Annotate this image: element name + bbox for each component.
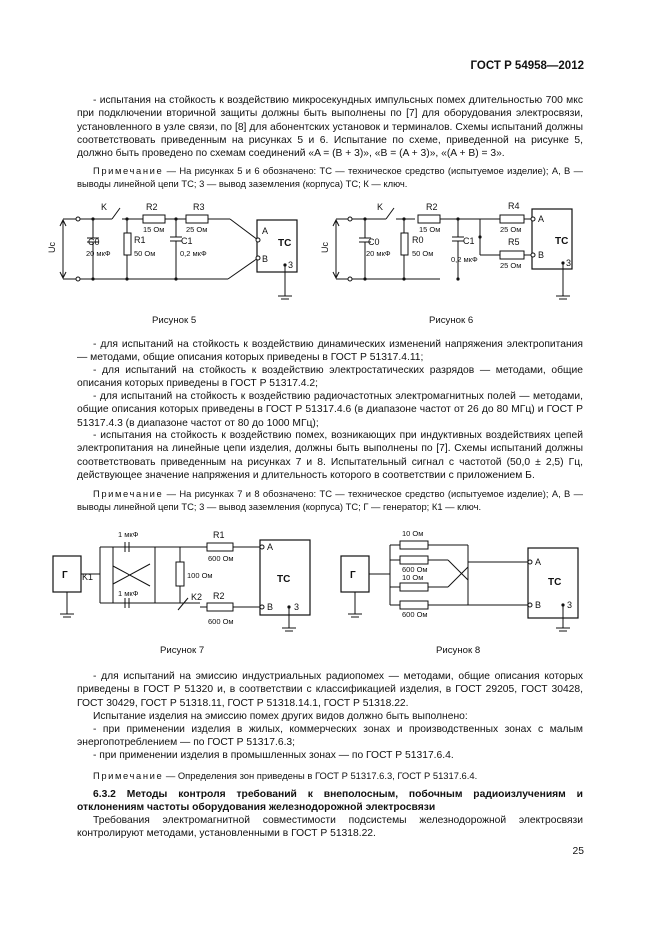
svg-text:600 Ом: 600 Ом: [208, 617, 234, 626]
svg-text:R1: R1: [134, 235, 146, 245]
svg-text:15 Ом: 15 Ом: [143, 225, 165, 234]
svg-text:R2: R2: [426, 202, 438, 212]
svg-text:R0: R0: [412, 235, 424, 245]
paragraph-esd: - для испытаний на стойкость к воздействию электростатических разрядов — методами, общие описания которых приведены в ГОСТ Р 51317.4.2;: [77, 365, 583, 390]
note-label: Примечание: [93, 165, 164, 176]
svg-text:A: A: [262, 226, 269, 236]
svg-text:20 мкФ: 20 мкФ: [86, 249, 111, 258]
svg-text:B: B: [535, 600, 542, 610]
svg-text:A: A: [267, 542, 274, 552]
svg-text:A: A: [538, 214, 545, 224]
svg-text:20 мкФ: 20 мкФ: [366, 249, 391, 258]
paragraph-voltage-dips: - для испытаний на стойкость к воздействию динамических изменений напряжения электропитания — методами, общие описания которых приведены в ГОСТ Р 51317.4.11;: [77, 339, 583, 364]
svg-text:C1: C1: [463, 236, 475, 246]
paragraph-industrial: - при применении изделия в промышленных зонах — по ГОСТ Р 51317.6.4.: [93, 750, 454, 761]
svg-text:R4: R4: [508, 201, 520, 211]
svg-text:TC: TC: [278, 238, 292, 249]
paragraph-rf-fields: - для испытаний на стойкость к воздействию радиочастотных электромагнитных полей — методами, общие описания которых приведены в ГОСТ Р 51317.4.6 (в диапазоне частот от 26 до 80 МГц) и ГОСТ Р 51317.4.3 (в диапазоне частот от 80 до 1000 МГц);: [77, 391, 583, 429]
figure-7-caption: Рисунок 7: [160, 645, 205, 656]
svg-text:K: K: [101, 202, 108, 212]
svg-text:C0: C0: [88, 237, 100, 247]
svg-text:3: 3: [288, 260, 294, 270]
paragraph-inductive: - испытания на стойкость к воздействию помех, возникающих при индуктивных воздействиях цепей электропитания на линейные цепи изделия, должны быть выполнены по [7]. Схемы испытаний должны соответствовать приведенным на рисунках 7 и 8. Испытательный сигнал с частотой (50,0 ± 2,5) Гц, действующее значение напряжения и длительность которого в соответствии с приложением Б.: [77, 430, 583, 481]
page-number: 25: [572, 846, 584, 857]
svg-text:B: B: [262, 254, 269, 264]
svg-text:R2: R2: [213, 591, 225, 601]
paragraph-emc-requirements: Требования электромагнитной совместимости подсистемы железнодорожной электросвязи контролируют методами, установленными в ГОСТ Р 51318.22.: [77, 815, 583, 840]
paragraph-emission: - для испытаний на эмиссию индустриальных радиопомех — методами, общие описания которых приведены в ГОСТ Р 51320 и, в соответствии с классификацией изделия, в ГОСТ 29205, ГОСТ 30428, ГОСТ 30429, ГОСТ Р 51318.11, ГОСТ Р 51318.14.1, ГОСТ Р 51318.22.: [77, 671, 583, 709]
note-fig7-8: Примечание — На рисунках 7 и 8 обозначено: ТС — техническое средство (испытуемое изделие); A, B — выводы линейной цепи ТС; 3 — вывод заземления (корпуса) ТС; Г — генератор; К1 — ключ.: [77, 488, 583, 512]
svg-text:R3: R3: [193, 202, 205, 212]
svg-text:A: A: [535, 557, 542, 567]
svg-text:Uc: Uc: [320, 242, 330, 253]
paragraph-impulse-tests: - испытания на стойкость к воздействию микросекундных импульсных помех длительностью 700 мкс при подключении вторичной защиты должны быть выполнены по [7] для оборудования электросвязи, установленного в узле связи, по [8] для абонентских установок и терминалов. Схемы испытаний должны соответствовать приведенным на рисунках 5 и 6. Испытание по схеме, приведенной на рисунке 5, должно быть проведено по схемам соединений «A = (B + 3)», «B = (A + 3)», «(A + B) = 3».: [77, 95, 583, 160]
svg-text:50 Ом: 50 Ом: [412, 249, 434, 258]
svg-text:1 мкФ: 1 мкФ: [118, 530, 139, 539]
figure-6-caption: Рисунок 6: [429, 315, 474, 326]
fig8-diagram: [341, 529, 578, 631]
svg-text:K: K: [377, 202, 384, 212]
svg-text:0,2 мкФ: 0,2 мкФ: [451, 255, 478, 264]
svg-text:600 Ом: 600 Ом: [208, 554, 234, 563]
svg-text:10 Ом: 10 Ом: [402, 529, 424, 538]
svg-text:B: B: [267, 602, 274, 612]
svg-text:0,2 мкФ: 0,2 мкФ: [180, 249, 207, 258]
svg-text:K1: K1: [82, 572, 94, 582]
svg-text:600 Ом: 600 Ом: [402, 610, 428, 619]
svg-text:25 Ом: 25 Ом: [500, 261, 522, 270]
svg-text:TC: TC: [555, 236, 569, 247]
svg-text:50 Ом: 50 Ом: [134, 249, 156, 258]
svg-text:10 Ом: 10 Ом: [402, 573, 424, 582]
note-text: — На рисунках 5 и 6 обозначено: ТС — техническое средство (испытуемое изделие); A, B — выводы линейной цепи ТС; 3 — вывод заземления (корпуса) ТС; К — ключ.: [77, 165, 583, 189]
fig5-uc-label: Uc: [47, 242, 57, 253]
figure-8-caption: Рисунок 8: [436, 645, 481, 656]
svg-text:K2: K2: [191, 592, 203, 602]
svg-text:R2: R2: [146, 202, 158, 212]
svg-text:B: B: [538, 250, 545, 260]
svg-text:600 Ом: 600 Ом: [402, 565, 428, 574]
svg-text:C1: C1: [181, 236, 193, 246]
svg-text:Г: Г: [62, 570, 68, 581]
note-zones: Примечание — Определения зон приведены в ГОСТ Р 51317.6.3, ГОСТ Р 51317.6.4.: [93, 770, 478, 781]
svg-text:TC: TC: [548, 577, 562, 588]
svg-text:25 Ом: 25 Ом: [500, 225, 522, 234]
document-header: ГОСТ Р 54958—2012: [470, 60, 584, 72]
svg-text:25 Ом: 25 Ом: [186, 225, 208, 234]
section-heading-6-3-2: 6.3.2 Методы контроля требований к внеполосным, побочным радиоизлучениям и отклонениям частоты оборудования железнодорожной электросвязи: [77, 789, 583, 814]
svg-text:TC: TC: [277, 574, 291, 585]
svg-text:3: 3: [566, 258, 572, 268]
svg-text:C0: C0: [368, 237, 380, 247]
svg-text:1 мкФ: 1 мкФ: [118, 589, 139, 598]
svg-text:3: 3: [567, 600, 573, 610]
svg-text:100 Ом: 100 Ом: [187, 571, 213, 580]
svg-text:R1: R1: [213, 530, 225, 540]
paragraph-other-emission: Испытание изделия на эмиссию помех других видов должно быть выполнено:: [93, 711, 468, 722]
paragraph-residential: - при применении изделия в жилых, коммерческих зонах и производственных зонах с малым энергопотреблением — по ГОСТ Р 51317.6.3;: [77, 724, 583, 749]
svg-text:3: 3: [294, 602, 300, 612]
svg-text:15 Ом: 15 Ом: [419, 225, 441, 234]
svg-text:Г: Г: [350, 570, 356, 581]
figure-5-caption: Рисунок 5: [152, 315, 197, 326]
svg-text:R5: R5: [508, 237, 520, 247]
